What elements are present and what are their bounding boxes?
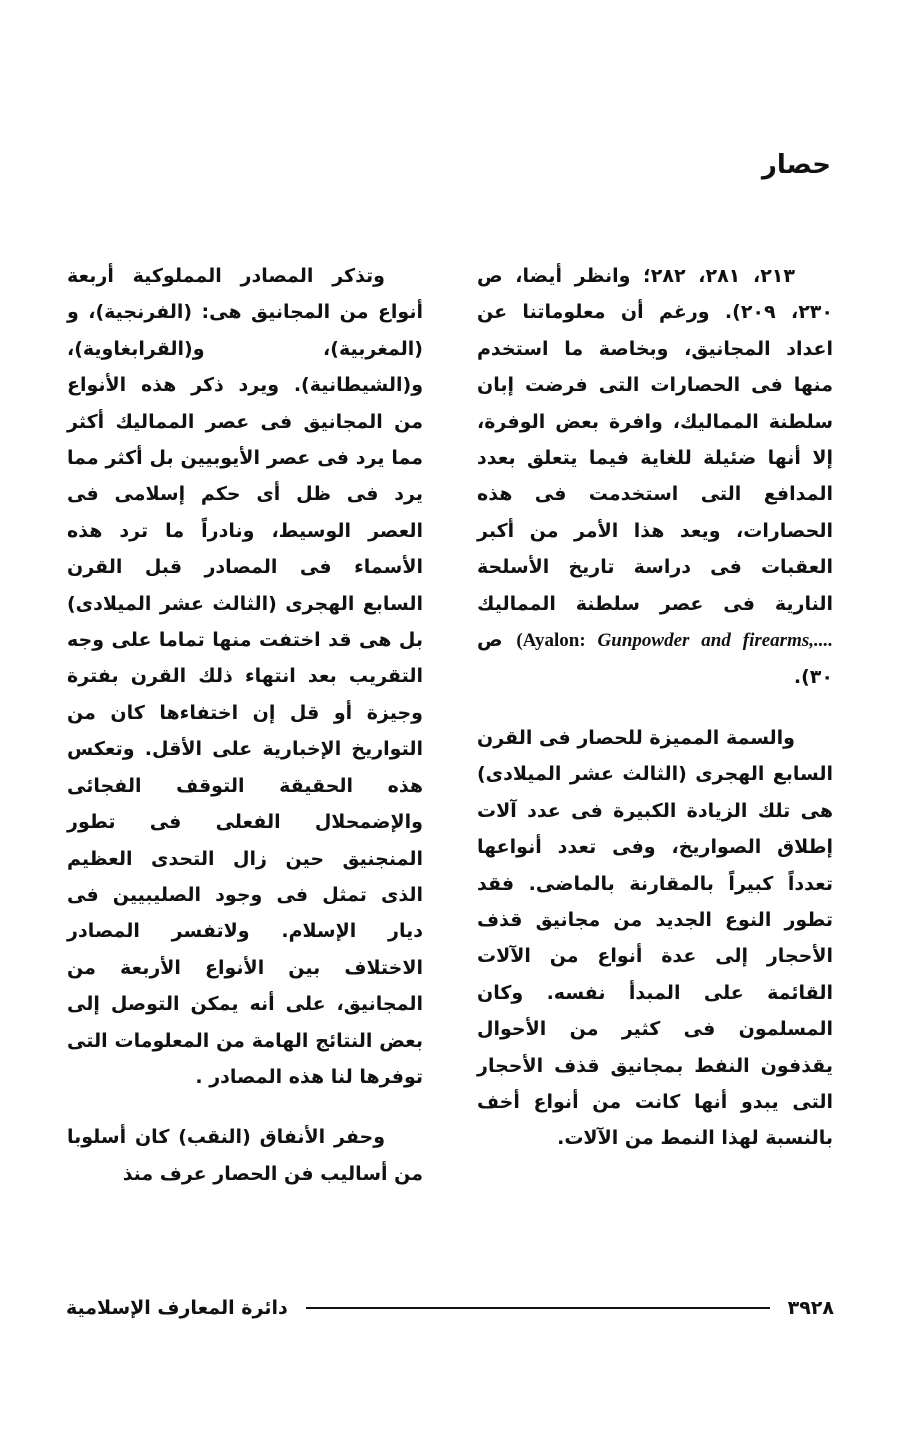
citation-open: ( bbox=[516, 630, 523, 652]
left-text-column bbox=[67, 258, 423, 1192]
right-paragraph-1 bbox=[477, 258, 833, 696]
citation-ellipsis: ,.... bbox=[809, 630, 833, 652]
footer-rule bbox=[306, 1307, 770, 1309]
citation-source: Ayalon bbox=[522, 630, 580, 652]
running-header: حصار bbox=[761, 150, 831, 180]
page-number: ٣٩٢٨ bbox=[787, 1297, 834, 1319]
journal-title: دائرة المعارف الإسلامية bbox=[66, 1297, 288, 1319]
right-text-column bbox=[477, 258, 833, 1157]
left-paragraph-1: وتذكر المصادر المملوكية أربعة أنواع من المجانيق هى: (الفرنجية)، و (المغربية)، و(القرابغاوية)، و(الشيطانية). ويرد ذكر هذه الأنواع من المجانيق فى عصر المماليك أكثر مما يرد فى عصر الأيوبيين بل أكثر مما يرد فى ظل أى حكم إسلامى فى العصر الوسيط، ونادراً ما ترد هذه الأسماء فى المصادر قبل القرن السابع الهجرى (الثالث عشر الميلادى) بل هى قد اختفت منها تماما على وجه التقريب بعد انتهاء ذلك القرن بفترة وجيزة أو قل إن اختفاءها كان من التواريخ الإخبارية على الأقل. وتعكس هذه الحقيقة التوقف الفجائى والإضمحلال الفعلى فى تطور المنجنيق حين زال التحدى العظيم الذى تمثل فى وجود الصليبيين فى ديار الإسلام. ولاتفسر المصادر الاختلاف بين الأنواع الأربعة من المجانيق، على أنه يمكن التوصل إلى بعض النتائج الهامة من المعلومات التى توفرها لنا هذه المصادر . bbox=[67, 265, 423, 1088]
citation-title: Gunpowder and firearms bbox=[597, 630, 810, 652]
right-paragraph-2: والسمة المميزة للحصار فى القرن السابع الهجرى (الثالث عشر الميلادى) هى تلك الزيادة الكبيرة فى عدد آلات إطلاق الصواريخ، وفى تعدد أنواعها تعدداً كبيراً بالمقارنة بالماضى. فقد تطور النوع الجديد من مجانيق قذف الأحجار إلى عدة أنواع من الآلات القائمة على المبدأ نفسه. وكان المسلمون فى كثير من الأحوال يقذفون النفط بمجانيق قذف الأحجار التى يبدو أنها كانت من أنواع أخف بالنسبة لهذا النمط من الآلات. bbox=[477, 726, 833, 1150]
citation-colon: : bbox=[579, 630, 598, 652]
citation bbox=[516, 630, 833, 651]
page-footer bbox=[66, 1290, 834, 1326]
citation-page: ص ٣٠). bbox=[477, 629, 833, 689]
right-paragraph-1-text: ٢١٣، ٢٨١، ٢٨٢؛ وانظر أيضا، ص ٢٣٠، ٢٠٩). ورغم أن معلوماتنا عن اعداد المجانيق، وبخاصة ما استخدم منها فى الحصارات التى فرضت إبان سلطنة المماليك، وافرة بعض الوفرة، إلا أنها ضئيلة للغاية فيما يتعلق بعدد المدافع التى استخدمت فى هذه الحصارات، ويعد هذا الأمر من أكبر العقبات فى دراسة تاريخ الأسلحة النارية فى عصر سلطنة المماليك bbox=[477, 265, 833, 615]
left-paragraph-2: وحفر الأنفاق (النقب) كان أسلوبا من أساليب فن الحصار عرف منذ bbox=[67, 1126, 423, 1185]
